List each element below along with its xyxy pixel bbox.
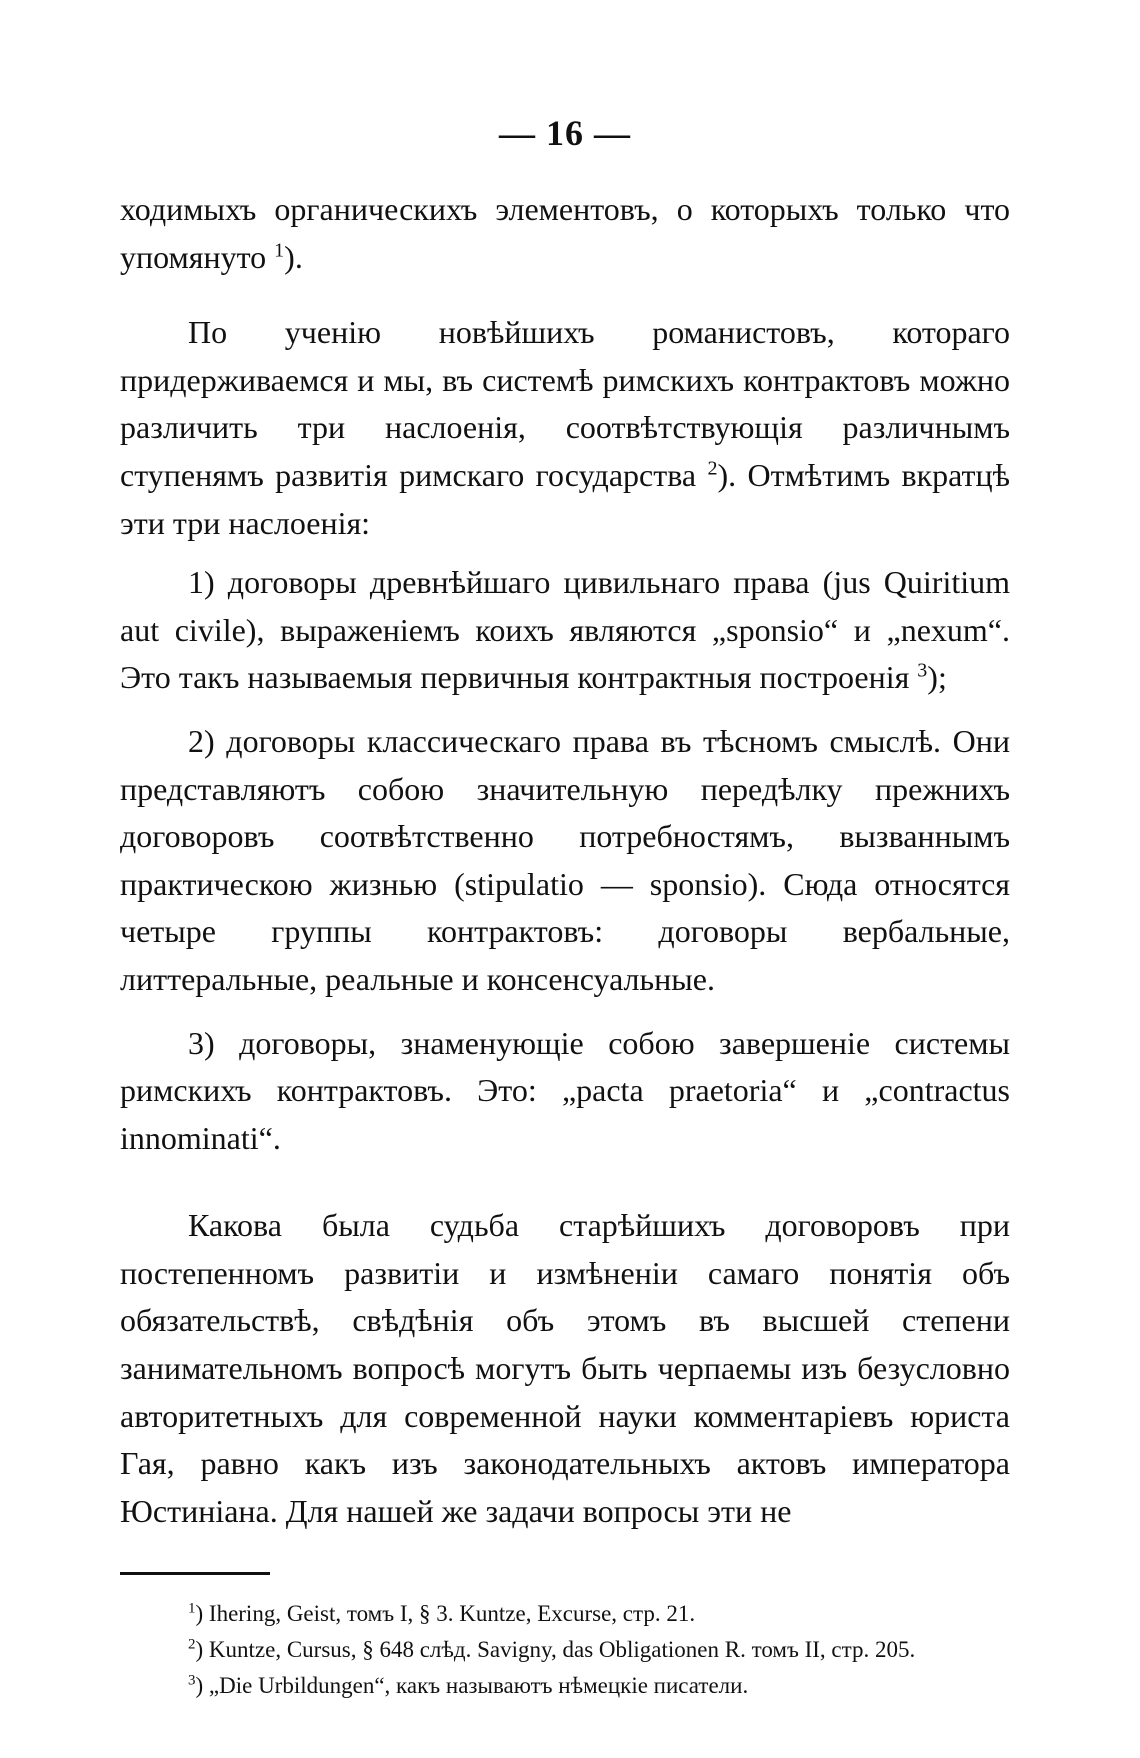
footnote-3: $^3$) „Die Urbildungen“, какъ называютъ нѣмецкіе писатели. <box>188 1672 749 1698</box>
footnote-number: 3 <box>188 1672 196 1689</box>
footnotes <box>120 1596 1010 1704</box>
page-number: — 16 — <box>499 113 631 153</box>
footnote-1: $^1$) Ihering, Geist, томъ I, § 3. Kuntze, Excurse, стр. 21. <box>188 1600 696 1626</box>
footnote-number: 2 <box>188 1636 196 1653</box>
list-item-2: 2) договоры классическаго права въ тѣсномъ смыслѣ. Они представляютъ собою значительную передѣлку прежнихъ договоровъ соотвѣтственно потребностямъ, вызваннымъ практическою жизнью (stipulatio — sponsio). Сюда относятся четыре группы контрактовъ: договоры вербальные, литтеральные, реальные и консенсуальные. <box>120 722 1010 997</box>
footnote-ref: 3 <box>917 659 928 682</box>
footnote-2: $^2$) Kuntze, Cursus, § 648 слѣд. Savigny, das Obligationen R. томъ II, стр. 205. <box>188 1636 916 1662</box>
list-item-3: 3) договоры, знаменующіе собою завершеніе системы римскихъ контрактовъ. Это: „pacta praetoria“ и „contractus innominati“. <box>120 1024 1010 1156</box>
footnote-divider <box>120 1572 270 1575</box>
paragraph-romanists: По ученію новѣйшихъ романистовъ, котораго придерживаемся и мы, въ системѣ римскихъ контрактовъ можно различить три наслоенія, соотвѣтствующія различнымъ ступенямъ развитія римскаго государства $^2$). Отмѣтимъ вкратцѣ эти три наслоенія: <box>120 314 1011 541</box>
footnote-number: 1 <box>188 1600 196 1617</box>
footnote-ref: 2 <box>707 457 718 480</box>
paragraph-continuation: ходимыхъ органическихъ элементовъ, о которыхъ только что упомянуто $^1$). <box>120 191 1010 275</box>
list-item-1: 1) договоры древнѣйшаго цивильнаго права (jus Quiritium aut civile), выраженіемъ коихъ являются „sponsio“ и „nexum“. Это такъ называемыя первичныя контрактныя построенія $^3$); <box>120 564 1010 696</box>
paragraph-fate: Какова была судьба старѣйшихъ договоровъ при постепенномъ развитіи и измѣненіи самаго понятія объ обязательствѣ, свѣдѣнія объ этомъ въ высшей степени занимательномъ вопросѣ могутъ быть черпаемы изъ безусловно авторитетныхъ для современной науки комментаріевъ юриста Гая, равно какъ изъ законодательныхъ актовъ императора Юстиніана. Для нашей же задачи вопросы эти не <box>120 1207 1010 1529</box>
footnote-ref: 1 <box>274 238 285 261</box>
body-text <box>120 186 1010 1535</box>
